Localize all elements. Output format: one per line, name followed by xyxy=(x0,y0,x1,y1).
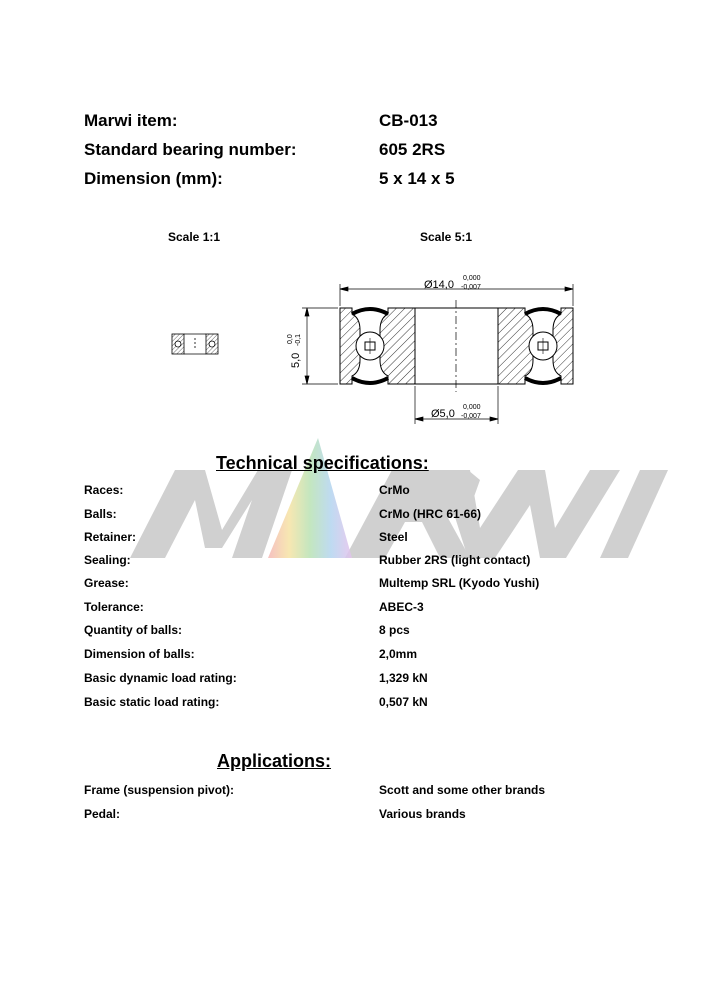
spec-row xyxy=(84,507,482,521)
spec-value: 1,329 kN xyxy=(379,671,428,685)
spec-label: Sealing: xyxy=(84,553,131,567)
spec-value: ABEC-3 xyxy=(379,600,424,614)
watermark-letter-m xyxy=(130,470,292,558)
width-dim-text: 5,0 xyxy=(290,352,302,368)
width-tol-lower: -0,1 xyxy=(295,333,302,346)
spec-label: Dimension of balls: xyxy=(84,647,195,661)
applications-title: Applications: xyxy=(217,751,332,771)
spec-label: Quantity of balls: xyxy=(84,623,183,637)
application-label: Pedal: xyxy=(84,807,121,821)
spec-row xyxy=(84,600,424,614)
spec-label: Balls: xyxy=(84,507,117,521)
scale-5-1-label: Scale 5:1 xyxy=(420,230,473,244)
item-value: CB-013 xyxy=(379,111,438,130)
spec-label: Races: xyxy=(84,483,124,497)
spec-row xyxy=(84,483,410,497)
width-tol-upper: 0,0 xyxy=(287,334,294,344)
spec-row xyxy=(84,695,428,709)
dimension-label: Dimension (mm): xyxy=(84,169,223,188)
inner-dim-text: Ø5,0 xyxy=(431,408,455,420)
application-label: Frame (suspension pivot): xyxy=(84,783,235,797)
specs-title: Technical specifications: xyxy=(216,453,429,473)
spec-row xyxy=(84,530,408,544)
spec-row xyxy=(84,553,531,567)
bearing-drawing xyxy=(0,0,707,440)
spec-label: Retainer: xyxy=(84,530,137,544)
bearing-label: Standard bearing number: xyxy=(84,140,297,159)
application-value: Scott and some other brands xyxy=(379,783,546,797)
spec-label: Grease: xyxy=(84,576,129,590)
spec-value: Rubber 2RS (light contact) xyxy=(379,553,531,567)
application-row xyxy=(84,783,546,797)
spec-row xyxy=(84,576,540,590)
spec-label: Basic dynamic load rating: xyxy=(84,671,237,685)
inner-tol-lower: -0,007 xyxy=(461,413,481,420)
application-row xyxy=(84,807,466,821)
outer-tol-upper: 0,000 xyxy=(463,275,481,282)
spec-value: 0,507 kN xyxy=(379,695,428,709)
bearing-small-section xyxy=(172,334,218,354)
outer-dim-text: Ø14,0 xyxy=(424,279,454,291)
spec-label: Tolerance: xyxy=(84,600,144,614)
spec-row xyxy=(84,647,418,661)
spec-row xyxy=(84,623,410,637)
bearing-value: 605 2RS xyxy=(379,140,446,159)
spec-value: 8 pcs xyxy=(379,623,410,637)
spec-value: Steel xyxy=(379,530,408,544)
bearing-large-section xyxy=(340,300,573,392)
spec-value: CrMo xyxy=(379,483,410,497)
spec-value: Multemp SRL (Kyodo Yushi) xyxy=(379,576,540,590)
scale-1-1-label: Scale 1:1 xyxy=(168,230,221,244)
spec-value: 2,0mm xyxy=(379,647,418,661)
spec-row xyxy=(84,671,428,685)
spec-value: CrMo (HRC 61-66) xyxy=(379,507,482,521)
inner-tol-upper: 0,000 xyxy=(463,404,481,411)
spec-label: Basic static load rating: xyxy=(84,695,220,709)
outer-tol-lower: -0,007 xyxy=(461,284,481,291)
item-label: Marwi item: xyxy=(84,111,178,130)
application-value: Various brands xyxy=(379,807,466,821)
dimension-value: 5 x 14 x 5 xyxy=(379,169,455,188)
